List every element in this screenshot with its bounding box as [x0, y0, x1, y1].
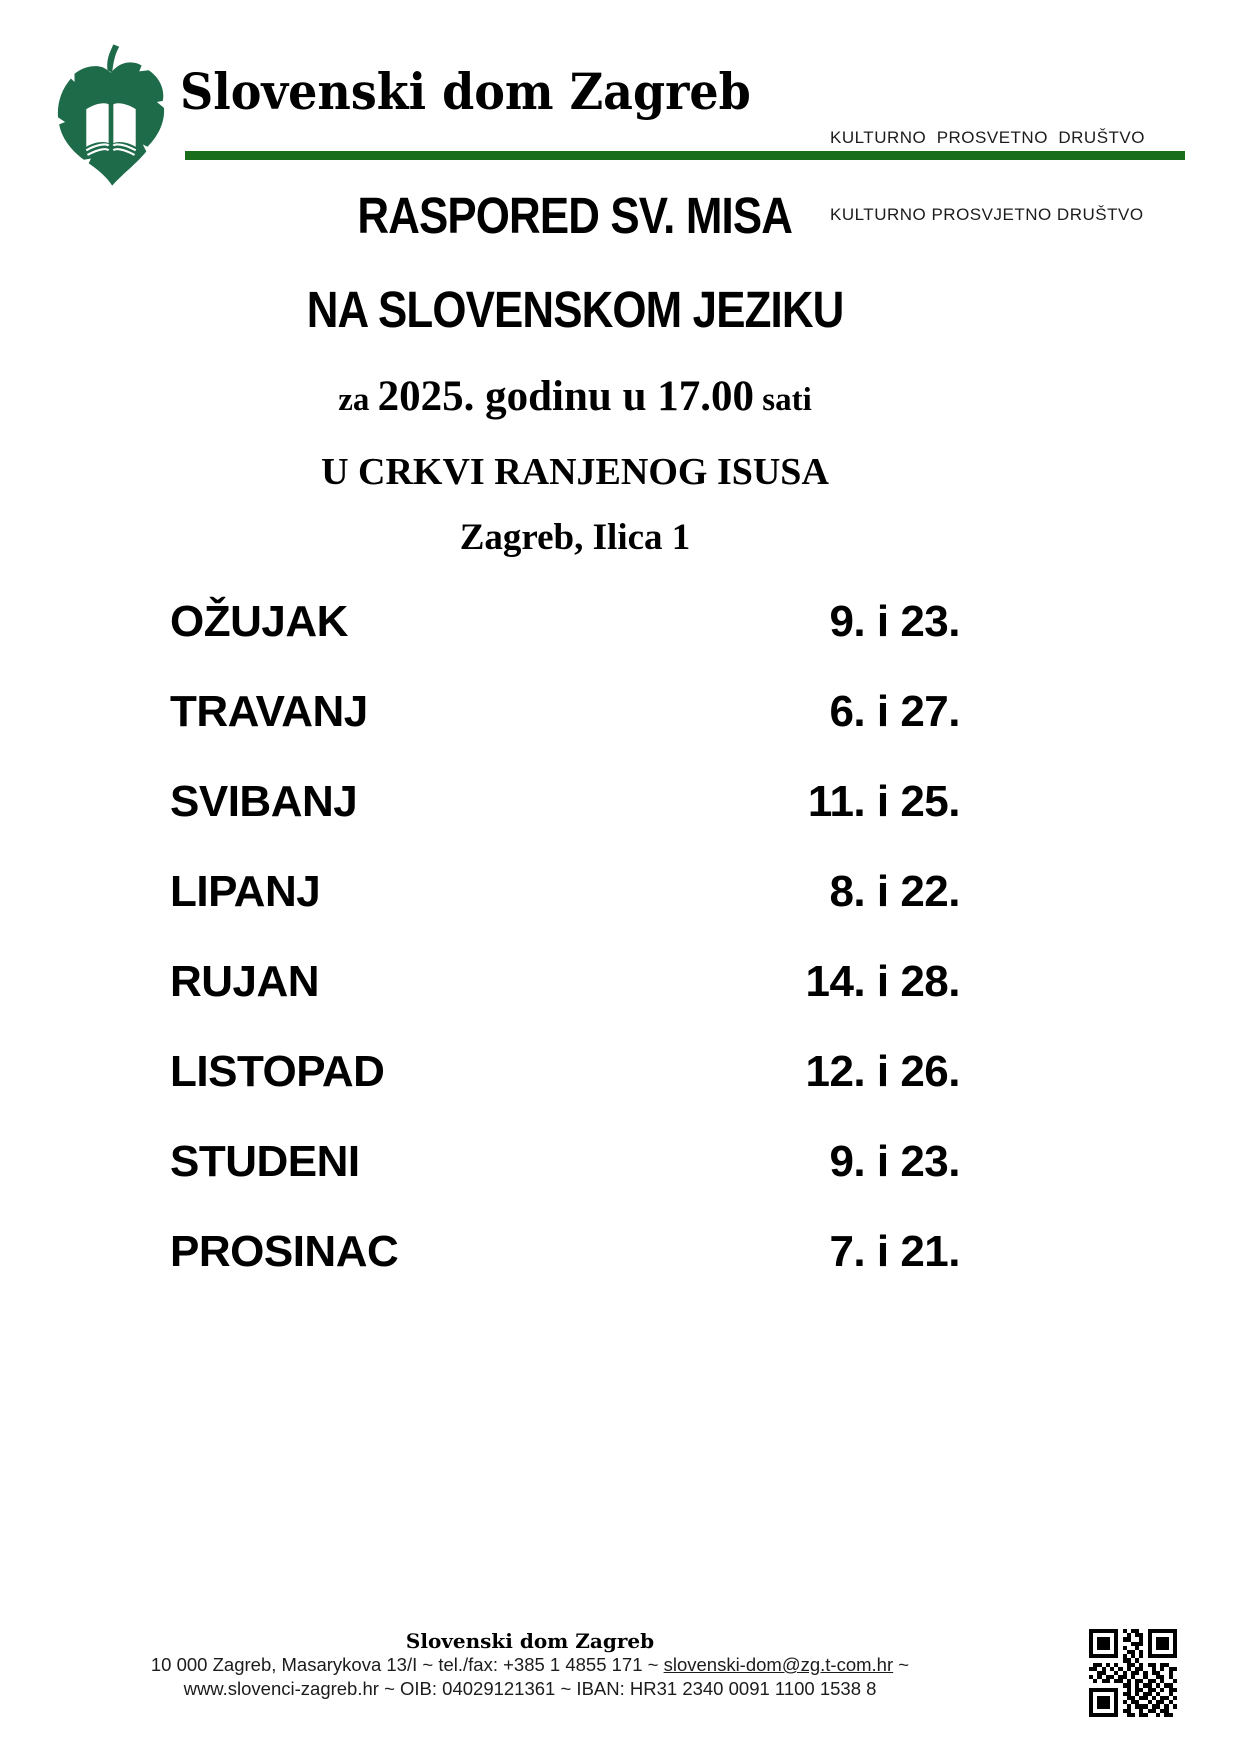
month-label: SVIBANJ [170, 777, 358, 826]
dates-value: 6. i 27. [829, 687, 960, 736]
org-subtitle [830, 74, 1145, 278]
dates-value: 9. i 23. [829, 1137, 960, 1186]
mass-schedule [170, 597, 960, 1320]
main-heading-line1: RASPORED SV. MISA [357, 187, 793, 244]
month-label: RUJAN [170, 957, 320, 1006]
dates-value: 9. i 23. [829, 597, 960, 646]
main-heading-line2: NA SLOVENSKOM JEZIKU [306, 281, 844, 338]
dates-value: 8. i 22. [829, 867, 960, 916]
month-label: LISTOPAD [170, 1047, 385, 1096]
qr-code [1089, 1629, 1177, 1717]
schedule-row [170, 1227, 960, 1276]
footer [0, 1629, 1060, 1701]
footer-web-oib-iban-line: www.slovenci-zagreb.hr ~ OIB: 04029121361 ~ IBAN: HR31 2340 0091 1100 1538 8 [183, 1678, 877, 1700]
schedule-row [170, 777, 960, 826]
org-title-text: Slovenski dom Zagreb [180, 62, 751, 121]
dates-value: 12. i 26. [805, 1047, 960, 1096]
schedule-row [170, 597, 960, 646]
schedule-row [170, 687, 960, 736]
org-subtitle-line1: KULTURNO PROSVETNO DRUŠTVO [830, 128, 1145, 147]
footer-address-phone: 10 000 Zagreb, Masarykova 13/I ~ tel./fax: +385 1 4855 171 ~ [150, 1654, 664, 1675]
subtitle-prefix: za [338, 382, 378, 418]
schedule-row [170, 1137, 960, 1186]
address-line: Zagreb, Ilica 1 [459, 517, 691, 558]
schedule-row [170, 1047, 960, 1096]
month-label: PROSINAC [170, 1227, 399, 1276]
month-label: TRAVANJ [170, 687, 368, 736]
footer-line1-tail: ~ [893, 1654, 910, 1675]
month-label: LIPANJ [170, 867, 321, 916]
month-label: OŽUJAK [170, 597, 348, 646]
footer-org-name: Slovenski dom Zagreb [405, 1629, 655, 1653]
org-subtitle-line2: KULTURNO PROSVJETNO DRUŠTVO [830, 204, 1144, 224]
header-divider [185, 151, 1185, 160]
venue-line: U CRKVI RANJENOG ISUSA [321, 451, 829, 493]
email-link[interactable]: slovenski-dom@zg.t-com.hr [663, 1654, 894, 1675]
month-label: STUDENI [170, 1137, 360, 1186]
footer-contact-line [0, 1653, 1060, 1677]
org-title [180, 64, 800, 119]
dates-value: 7. i 21. [829, 1227, 960, 1276]
schedule-row [170, 957, 960, 1006]
schedule-row [170, 867, 960, 916]
subtitle-year-time: 2025. godinu u 17.00 [377, 373, 754, 420]
dates-value: 14. i 28. [805, 957, 960, 1006]
year-time-subtitle [0, 372, 1150, 421]
leaf-book-logo-icon [52, 42, 170, 195]
dates-value: 11. i 25. [807, 777, 960, 826]
subtitle-suffix: sati [754, 382, 812, 418]
